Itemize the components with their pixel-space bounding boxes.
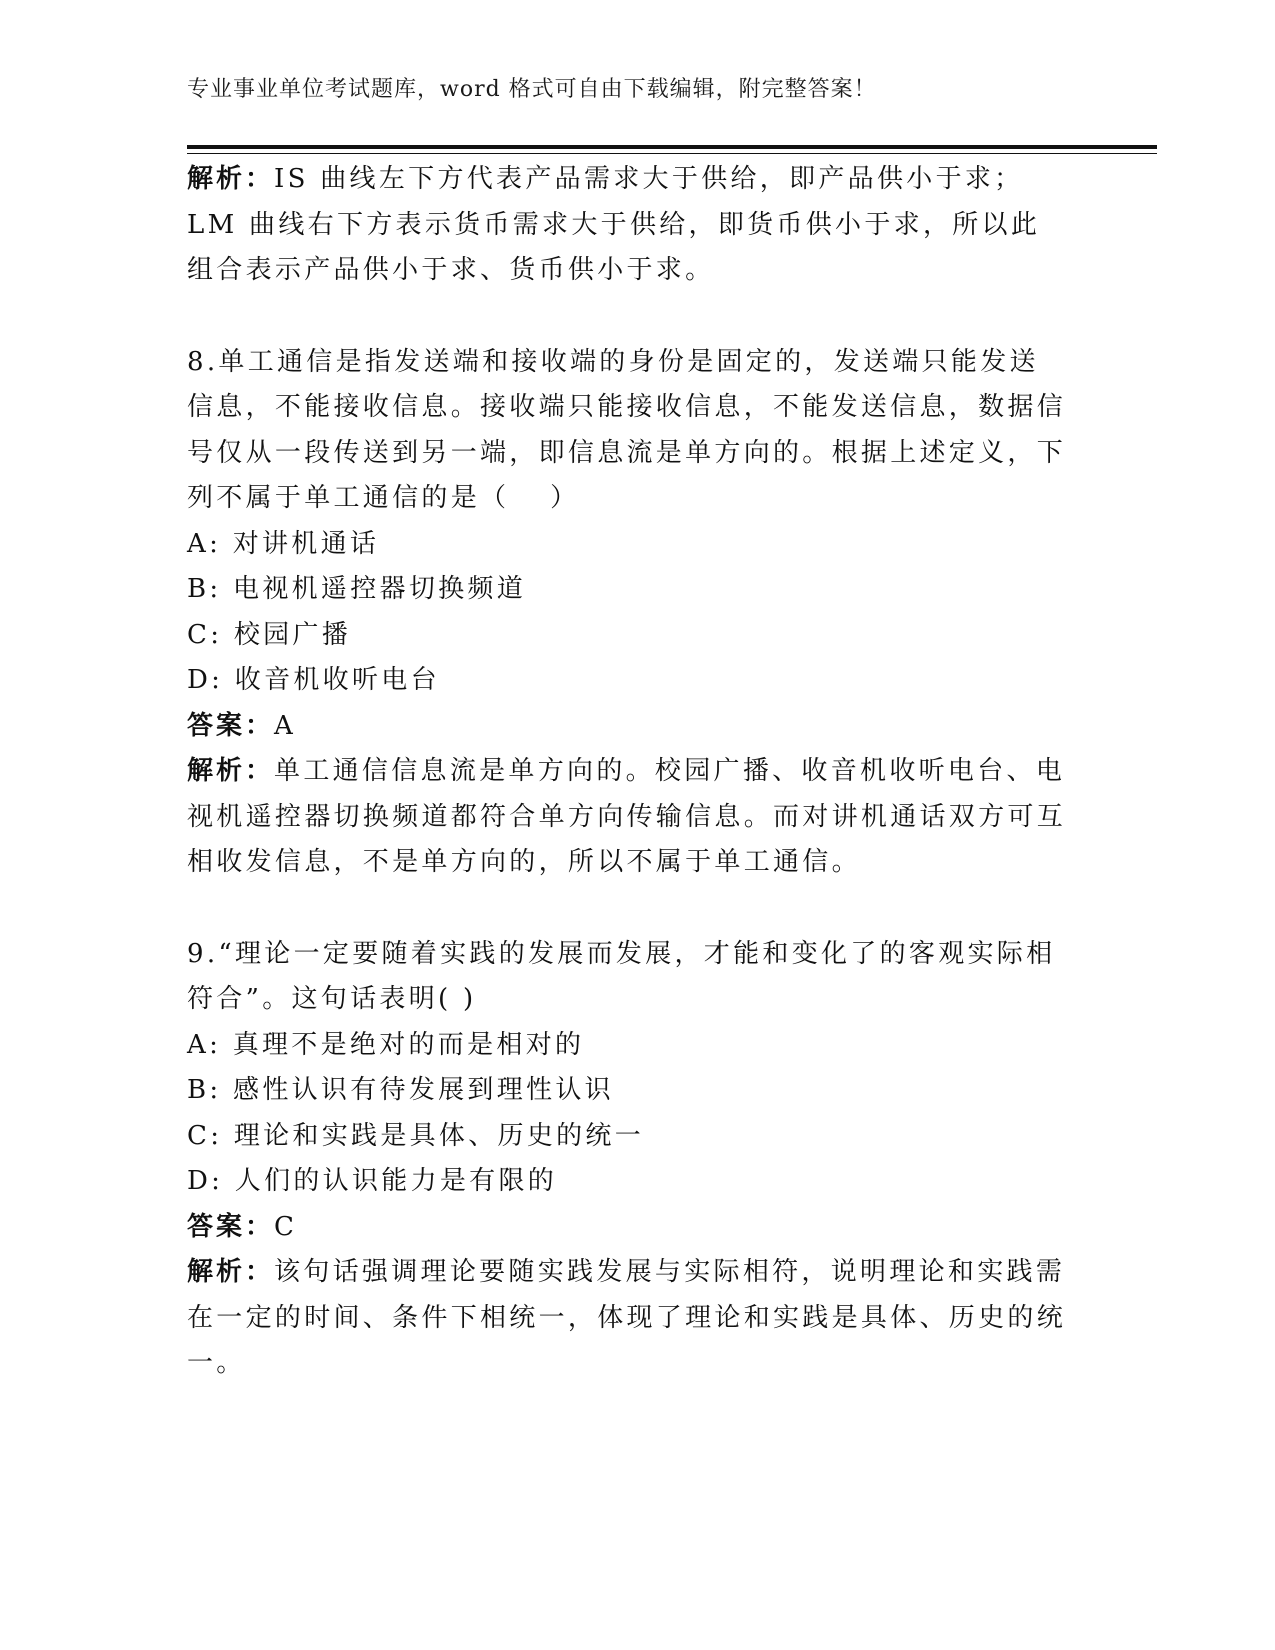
explanation-label: 解析： xyxy=(187,1257,275,1287)
option-c: C: 理论和实践是具体、历史的统一 xyxy=(187,1120,645,1151)
answer-line xyxy=(187,704,1067,750)
document-content xyxy=(187,157,1067,1387)
option-b: B: 电视机遥控器切换频道 xyxy=(187,574,527,604)
explanation-text: 该句话强调理论要随实践发展与实际相符，说明理论和实践需在一定的时间、条件下相统一，体现了理论和实践是具体、历史的统一。 xyxy=(187,1257,1067,1378)
option-c: C: 校园广播 xyxy=(187,619,352,650)
explanation-label: 解析： xyxy=(187,164,275,194)
header-rule xyxy=(187,145,1157,149)
answer-value: C xyxy=(274,1211,298,1242)
answer-label: 答案： xyxy=(187,710,275,741)
option-b: B: 感性认识有待发展到理性认识 xyxy=(187,1075,614,1105)
option-a: A: 真理不是绝对的而是相对的 xyxy=(187,1029,585,1060)
answer-line xyxy=(187,1205,1067,1251)
question-stem: 8.单工通信是指发送端和接收端的身份是固定的，发送端只能发送信息，不能接收信息。接收端只能接收信息，不能发送信息，数据信号仅从一段传送到另一端，即信息流是单方向的。根据上述定义，下列不属于单工通信的是（ ） xyxy=(187,346,1067,513)
answer-label: 答案： xyxy=(187,1211,275,1242)
option-d: D: 收音机收听电台 xyxy=(187,665,440,695)
question-9 xyxy=(187,932,1067,1387)
page-header: 专业事业单位考试题库，word 格式可自由下载编辑，附完整答案！ xyxy=(187,77,877,102)
explanation-text: 单工通信信息流是单方向的。校园广播、收音机收听电台、电视机遥控器切换频道都符合单方向传输信息。而对讲机通话双方可互相收发信息，不是单方向的，所以不属于单工通信。 xyxy=(187,756,1067,877)
question-stem: 9.“理论一定要随着实践的发展而发展，才能和变化了的客观实际相符合”。这句话表明( ) xyxy=(187,938,1056,1014)
prev-explanation xyxy=(187,157,1067,294)
header-rule-thin xyxy=(187,153,1157,154)
explanation xyxy=(187,1250,1067,1387)
question-8 xyxy=(187,340,1067,886)
explanation-label: 解析： xyxy=(187,756,275,786)
explanation xyxy=(187,749,1067,886)
answer-value: A xyxy=(274,710,297,741)
block-gap xyxy=(187,294,1067,340)
block-gap xyxy=(187,886,1067,932)
option-a: A: 对讲机通话 xyxy=(187,528,380,559)
option-d: D: 人们的认识能力是有限的 xyxy=(187,1166,558,1196)
explanation-text: IS 曲线左下方代表产品需求大于供给，即产品供小于求；LM 曲线右下方表示货币需求大于供给，即货币供小于求，所以此组合表示产品供小于求、货币供小于求。 xyxy=(187,164,1041,285)
